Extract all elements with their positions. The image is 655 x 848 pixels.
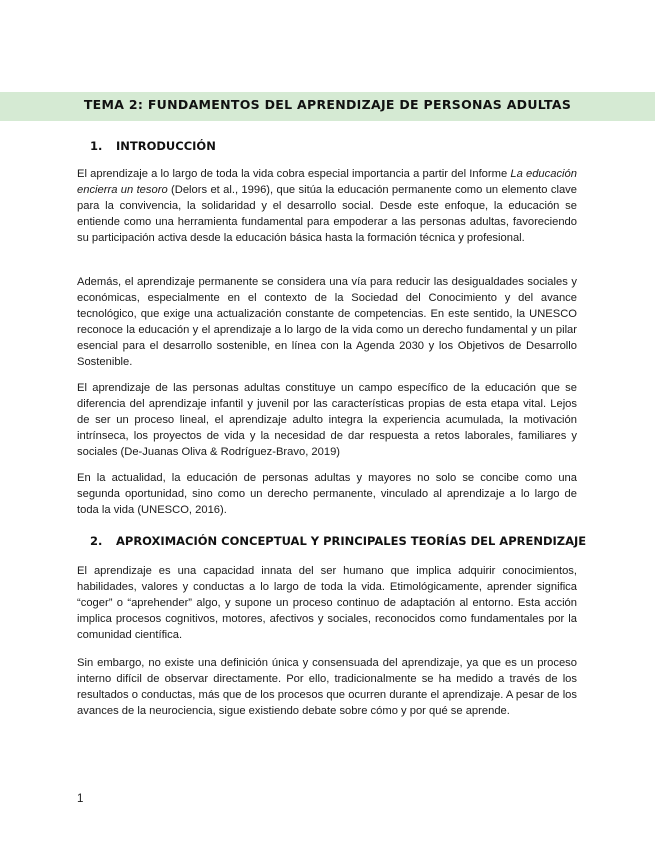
page-number: 1 (77, 793, 84, 805)
paragraph: En la actualidad, la educación de personas adultas y mayores no solo se concibe como una segunda oportunidad, sino como un derecho permanente, vinculado al aprendizaje a lo largo de toda la vida (UNESCO, 2016). (77, 472, 577, 516)
paragraph: El aprendizaje es una capacidad innata del ser humano que implica adquirir conocimientos, habilidades, valores y conductas a lo largo de toda la vida. Etimológicamente, aprender significa “coger” o “aprehender” algo, y supone un proceso continuo de adaptación al entorno. Esta acción implica procesos cognitivos, motores, afectivos y sociales, reconocidos como fundamentales por la comunidad científica. (77, 565, 577, 641)
section-heading-introduccion (90, 139, 216, 153)
paragraph (77, 166, 577, 246)
paragraph-text: (Delors et al., 1996), que sitúa la educación permanente como un elemento clave para la convivencia, la solidaridad y el desarrollo social. Desde este enfoque, la educación se entiende como una herramienta fundamental para empoderar a las personas adultas, favoreciendo su participación activa desde la educación básica hasta la formación técnica y profesional. (77, 184, 577, 244)
paragraph-text: El aprendizaje a lo largo de toda la vida cobra especial importancia a partir del Informe (77, 168, 511, 180)
section-number: 1. (90, 139, 103, 153)
section-number: 2. (90, 534, 103, 548)
paragraph: El aprendizaje de las personas adultas constituye un campo específico de la educación que se diferencia del aprendizaje infantil y juvenil por las características propias de esta etapa vital. Lejos de ser un proceso lineal, el aprendizaje adulto integra la experiencia acumulada, la motivación intrínseca, los proyectos de vida y la necesidad de dar respuesta a retos laborales, familiares y sociales (De-Juanas Oliva & Rodríguez-Bravo, 2019) (77, 382, 577, 458)
paragraph: Sin embargo, no existe una definición única y consensuada del aprendizaje, ya que es un proceso interno difícil de observar directamente. Por ello, tradicionalmente se ha medido a través de los resultados o conductas, más que de los procesos que ocurren durante el aprendizaje. A pesar de los avances de la neurociencia, sigue existiendo debate sobre cómo y por qué se aprende. (77, 657, 577, 717)
section-heading-text: APROXIMACIÓN CONCEPTUAL Y PRINCIPALES TEORÍAS DEL APRENDIZAJE (116, 534, 587, 548)
document-title: TEMA 2: FUNDAMENTOS DEL APRENDIZAJE DE PERSONAS ADULTAS (83, 97, 572, 112)
section-heading-aproximacion (90, 534, 586, 548)
section-heading-text: INTRODUCCIÓN (116, 139, 216, 153)
report-title: La educación encierra un tesoro (77, 168, 577, 196)
paragraph: Además, el aprendizaje permanente se considera una vía para reducir las desigualdades sociales y económicas, especialmente en el contexto de la Sociedad del Conocimiento y del avance tecnológico, que exige una actualización constante de competencias. En este sentido, la UNESCO reconoce la educación y el aprendizaje a lo largo de la vida como un derecho fundamental y un pilar esencial para el desarrollo sostenible, en línea con la Agenda 2030 y los Objetivos de Desarrollo Sostenible. (77, 276, 577, 368)
